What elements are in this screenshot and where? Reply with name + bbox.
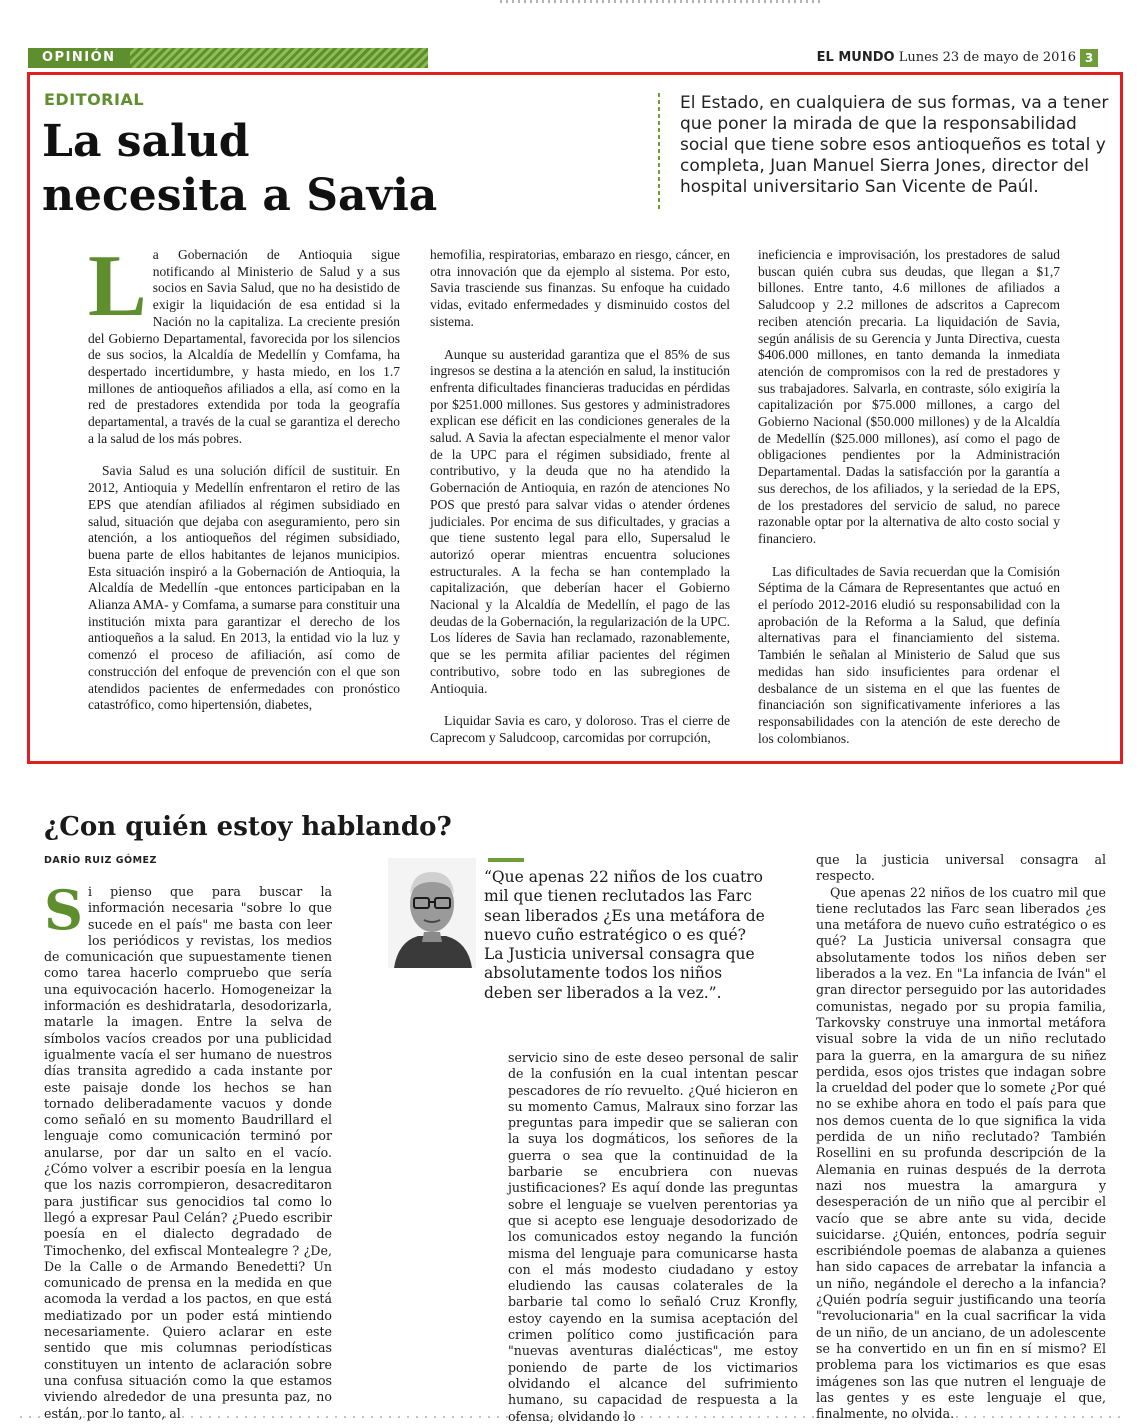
headline-line-1: La salud bbox=[42, 116, 250, 167]
issue-date: Lunes 23 de mayo de 2016 bbox=[898, 50, 1076, 65]
scan-artifact-bottom bbox=[20, 1416, 1120, 1418]
section-label: OPINIÓN bbox=[28, 48, 130, 68]
opinion-title: ¿Con quién estoy hablando? bbox=[44, 812, 452, 842]
paper-name: EL MUNDO bbox=[816, 50, 895, 65]
masthead bbox=[817, 48, 1076, 68]
editorial-paragraph: Savia Salud es una solución difícil de sustituir. En 2012, Antioquia y Medellín enfrentaron el retiro de las EPS que atendían afiliados al régimen subsidiado en salud, situación que dejaba con aseguramiento, pero sin atención, a los antioqueños del régimen subsidiado, buena parte de ellos habitantes de lejanos municipios. Esta situación inspiró a la Gobernación de Antioquia, la Alcaldía de Medellín -que entonces participaban en la Alianza AMA- y Comfama, a sumarse para constituir una institución mixta para garantizar el derecho de los antioqueños a la salud. En 2013, la entidad vio la luz y comenzó el proceso de afiliación, así como de construcción del enfoque de prevención con el que son atendidos pacientes de enfermedades con pronóstico catastrófico, como hipertensión, diabetes, bbox=[88, 463, 400, 713]
editorial-column-2 bbox=[430, 247, 730, 747]
drop-cap: S bbox=[44, 878, 83, 942]
page-header bbox=[28, 48, 1106, 68]
editorial-article bbox=[27, 72, 1123, 764]
editorial-paragraph: ineficiencia e improvisación, los prestadores de salud buscan quién cubra sus deudas, que llegan a $1,7 billones. Entre tanto, 4.6 millones de afiliados a Saludcoop y 2.2 millones de adscritos a Caprecom reciben atención precaria. La liquidación de Savia, según análisis de su Gerencia y Junta Directiva, cuesta $406.000 millones, en tanto demanda la inmediata atención de compromisos con la red de prestadores y sus trabajadores. Salvarla, en contraste, sólo exigiría la capitalización por $75.000 millones, a cargo del Gobierno Nacional ($50.000 millones) y de la Alcaldía de Medellín ($25.000 millones), así como el pago de obligaciones pendientes por la Administración Departamental. Dadas la satisfacción por la garantía a sus derechos, de los afiliados, y la seriedad de la EPS, de los prestadores del servicio de salud, no parece razonable optar por la alternativa de alto costo social y financiero. bbox=[758, 247, 1060, 546]
opinion-paragraph: Que apenas 22 niños de los cuatro mil que tiene reclutados las Farc sean liberados ¿es una metáfora de nuevo cuño estratégico o es qué? La Justicia universal consagra que absolutamente todos los niños deben ser liberados a la vez. En "La infancia de Iván" el gran director perseguido por las autoridades comunistas, negado por su propia familia, Tarkovsky construye una inmortal metáfora visual sobre la vida de un niño reclutado para la guerra, en la amargura de su niñez perdida, esos ojos tristes que indagan sobre la crueldad del poder que lo somete ¿Por qué no se exhibe ahora en todo el país para que nos demos cuenta de lo que significa la vida perdida de un niño reclutado? También Rosellini en su profunda descripción de la Alemania en ruinas después de la derrota nazi nos muestra la amargura y desesperación de un niño que al percibir el vacío que se abre ante su vida, decide suicidarse. ¿Quién, entonces, podría seguir escribiéndole poemas de alabanza a quienes han sido capaces de arrebatar la infancia a un niño, negándole el derecho a la infancia? ¿Quién podría seguir justificando una teoría "revolucionaria" en la cual sacrificar la vida de un niño, de un anciano, de un adolescente se ha convertido en un fin en sí mismo? El problema para los victimarios es que esas imágenes son las que nutren el lenguaje de las gentes y es este lenguaje el que, finalmente, no olvida. bbox=[816, 884, 1106, 1422]
author-portrait bbox=[388, 858, 476, 968]
opinion-column-3 bbox=[816, 852, 1106, 1422]
pull-quote-rule bbox=[658, 93, 660, 211]
author-byline: DARÍO RUIZ GÓMEZ bbox=[44, 855, 157, 866]
page-number: 3 bbox=[1080, 49, 1098, 67]
editorial-paragraph bbox=[88, 238, 400, 447]
headline-line-2: necesita a Savia bbox=[42, 170, 438, 221]
drop-cap: L bbox=[88, 238, 147, 335]
opinion-column-2: servicio sino de este deseo personal de salir de la confusión en la cual intentan pescar pescadores de río revuelto. ¿Qué hicieron en su momento Camus, Malraux sino forzar las preguntas para impedir que se salieran con la suya los dogmáticos, los señores de la guerra o sea que la continuidad de la barbarie se encubriera con nuevas justificaciones? Es aquí donde las preguntas sobre el lenguaje se vuelven perentorias ya que si acepto ese lenguaje desodorizado de los comunicados estoy negando la función misma del lenguaje para comunicarse hasta con el más modesto ciudadano y estoy eludiendo las causas colaterales de la barbarie tal como lo señaló Cruz Kronfly, estoy cayendo en la sumisa aceptación del crimen político como justificación para "nuevas aventuras dialécticas", me estoy poniendo de parte de los victimarios olvidando el alcance del sufrimiento humano, su capacidad de respuesta a la ofensa, olvidando lo bbox=[508, 1050, 798, 1424]
opinion-paragraph: que la justicia universal consagra al respecto. bbox=[816, 852, 1106, 884]
opinion-pull-quote: “Que apenas 22 niños de los cuatro mil que tienen reclutados las Farc sean liberados ¿Es una metáfora de nuevo cuño estratégico o es qué? La Justicia universal consagra que absolutamente todos los niños deben ser liberados a la vez.”. bbox=[484, 868, 765, 1002]
editorial-paragraph: Las dificultades de Savia recuerdan que la Comisión Séptima de la Cámara de Representantes que actuó en el período 2012-2016 eludió su responsabilidad con la aprobación de la Reforma a la Salud, que definía alternativas para el financiamiento del sistema. También le señalan al Ministerio de Salud que sus medidas han sido insuficientes para ordenar el desbalance de un sistema en el que las fuentes de financiación son significativamente inferiores a las responsabilidades con la atención de este derecho de los colombianos. bbox=[758, 563, 1060, 746]
editorial-paragraph-text: a Gobernación de Antioquia sigue notificando al Ministerio de Salud y a sus socios en Savia Salud, que no ha desistido de exigir la liquidación de esa entidad si la Nación no la capitaliza. La creciente presión del Gobierno Departamental, favorecida por los silencios de sus socios, la Alcaldía de Medellín y Comfama, ha despertado incertidumbre, y hasta miedo, en los 1.7 millones de antioqueños afiliados a ella, así como en la red de prestadores extendida por toda la geografía departamental, a través de la cual se garantiza el derecho a la salud de los más pobres. bbox=[88, 247, 400, 446]
author-portrait-drawing bbox=[388, 858, 476, 968]
editorial-kicker: EDITORIAL bbox=[44, 90, 145, 109]
editorial-column-1 bbox=[88, 238, 400, 714]
opinion-text: i pienso que para buscar la información necesaria "sobre lo que sucede en el país" me basta con leer los periódicos y revistas, los medios de comunicación que supuestamente tienen como tarea hacerlo compruebo que sería una equivocación hacerlo. Homogeneizar la información es deshidratarla, desodorizarla, matarle la imagen. Entre la selva de símbolos vacíos creados por una publicidad igualmente vacía el ser humano de nuestros días transita agredido a cada instante por este paisaje donde los hechos se han tornado deliberadamente vacuos y donde como señaló en su momento Baudrillard el lenguaje como comunicación terminó por anularse, por dar un salto en el vacío. ¿Cómo volver a escribir poesía en la lengua que los nazis corrompieron, desacreditaron para justificar sus genocidios tal como lo llegó a expresar Paul Celán? ¿Puedo escribir poesía en el dialecto degradado de Timochenko, del exfiscal Montealegre ? ¿De, De la Calle o de Armando Benedetti? Un comunicado de prensa en la medida en que acomoda la verdad a los pactos, en que está mediatizado por un poder está mintiendo necesariamente. Quiero aclarar en este sentido que mis columnas periodísticas constituyen un intento de aclaración sobre una confusa situación como la que estamos viviendo alrededor de una presunta paz, no están, por lo tanto, al bbox=[44, 884, 332, 1421]
scan-artifact-top bbox=[500, 0, 820, 3]
quote-accent-rule bbox=[488, 858, 524, 862]
editorial-column-3 bbox=[758, 247, 1060, 747]
editorial-paragraph: Aunque su austeridad garantiza que el 85% de sus ingresos se destina a la atención en salud, la institución enfrenta dificultades financieras traducidas en pérdidas por $251.000 millones. Sus gestores y administradores explican ese déficit en las condiciones generales de la salud. A Savia la afectan especialmente el menor valor de la UPC para el régimen subsidiado, frente al contributivo, y la deuda que no ha atendido la Gobernación de Antioquia, en razón de atenciones No POS que prestó para salvar vidas o atender órdenes judiciales. Por encima de sus dificultades, y gracias a que tiene sustento legal para ello, Supersalud le autorizó operar mientras encuentra soluciones estructurales. A la fecha se han contemplado la capitalización, que deberían hacer el Gobierno Nacional y la Alcaldía de Medellín, el pago de las deudas de la Gobernación, la regularización de la UPC. Los líderes de Savia han reclamado, razonablemente, que se les permita afiliar pacientes del régimen contributivo, sobre todo en las subregiones de Antioquia. bbox=[430, 346, 730, 696]
opinion-column-1 bbox=[44, 878, 332, 1422]
editorial-pull-quote: El Estado, en cualquiera de sus formas, va a tener que poner la mirada de que la responsabilidad social que tiene sobre esos antioqueños es total y completa, Juan Manuel Sierra Jones, director del hospital universitario San Vicente de Paúl. bbox=[680, 93, 1109, 197]
editorial-headline bbox=[42, 115, 562, 223]
editorial-paragraph: hemofilia, respiratorias, embarazo en riesgo, cáncer, en otra innovación que da ejemplo al sistema. Por esto, Savia trasciende sus finanzas. Su enfoque ha cuidado vidas, evitado enfermedades y disminuido costos del sistema. bbox=[430, 247, 730, 329]
editorial-paragraph: Liquidar Savia es caro, y doloroso. Tras el cierre de Caprecom y Saludcoop, carcomidas por corrupción, bbox=[430, 713, 730, 745]
